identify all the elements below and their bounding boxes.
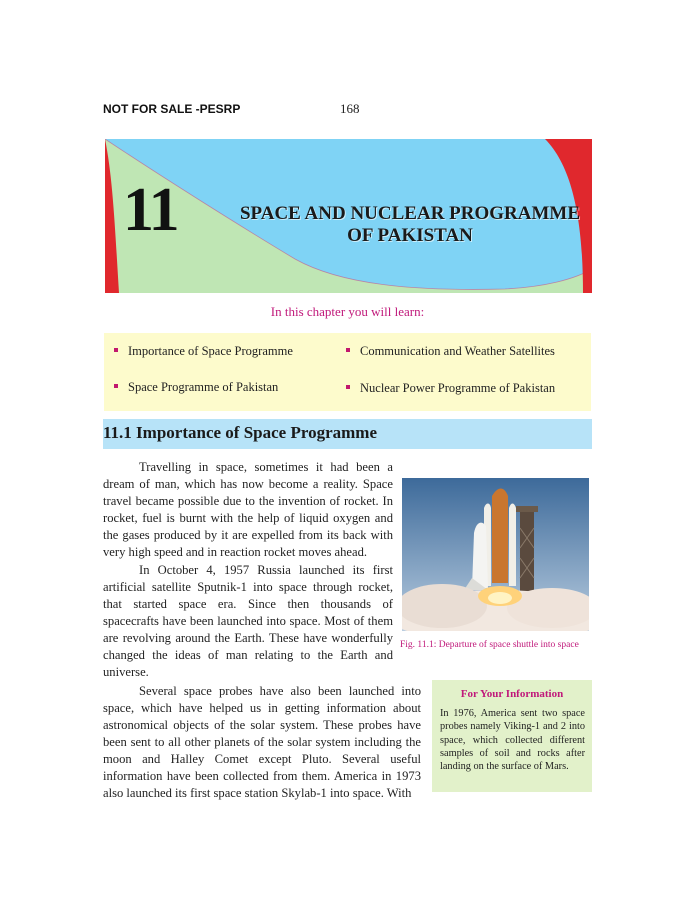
section-heading-bar (103, 419, 592, 449)
bullet-square-icon (346, 385, 350, 389)
paragraph-text: Travelling in space, sometimes it had been a dream of man, which has now become a reality. Space travel became possible due to the invention of rocket. In rocket, fuel is burnt with the help of liquid oxygen and the gases produced by it are expelled from its back with very high speed and in reaction rocket moves ahead. (103, 460, 393, 559)
chapter-title-line2: OF PAKISTAN (347, 225, 473, 246)
paragraph-text: Several space probes have also been launched into space, which have helped us in getting information about astronomical objects of the solar system. These probes have been sent to all other planets of the solar system including the moon and Halley Comet except Pluto. Several useful information have been collected from them. America in 1973 also launched its first space station Skylab-1 into space. With (103, 684, 421, 800)
bullet-square-icon (114, 348, 118, 352)
info-box-text: In 1976, America sent two space probes namely Viking-1 and 2 into space, which collected different samples of soil and rocks after landing on the surface of Mars. (440, 708, 585, 773)
objective-item (114, 344, 293, 359)
objective-label: Communication and Weather Satellites (360, 344, 555, 358)
objective-label: Importance of Space Programme (128, 344, 293, 358)
objective-item (346, 381, 555, 396)
objective-item (114, 380, 278, 395)
section-title: 11.1 Importance of Space Programme (103, 423, 377, 442)
info-box-title: For Your Information (460, 688, 564, 700)
objective-item (346, 344, 555, 359)
objective-label: Space Programme of Pakistan (128, 380, 279, 394)
learn-heading: In this chapter you will learn: (270, 304, 425, 319)
chapter-banner (105, 139, 592, 293)
objective-label: Nuclear Power Programme of Pakistan (360, 381, 556, 395)
space-shuttle-launch-image (402, 478, 589, 631)
bullet-square-icon (346, 348, 350, 352)
paragraph-3 (103, 683, 421, 802)
chapter-title-line1: SPACE AND NUCLEAR PROGRAMME (239, 203, 581, 224)
bullet-square-icon (114, 384, 118, 388)
chapter-number: 11 (123, 176, 178, 244)
info-box (432, 680, 592, 792)
header-left-text: NOT FOR SALE -PESRP (103, 102, 241, 116)
paragraph-2 (103, 562, 393, 681)
figure-caption: Fig. 11.1: Departure of space shuttle into space (400, 640, 579, 650)
learning-objectives-box (104, 333, 591, 411)
chapter-title (225, 203, 592, 247)
page-number: 168 (340, 101, 360, 116)
paragraph-text: In October 4, 1957 Russia launched its first artificial satellite Sputnik-1 into space through rocket, that started space era. Since then thousands of spacecrafts have been launched into space. Most of them are revolving around the Earth. These have wonderfully changed the ideas of man relating to the Earth and universe. (103, 563, 393, 679)
paragraph-1 (103, 459, 393, 561)
